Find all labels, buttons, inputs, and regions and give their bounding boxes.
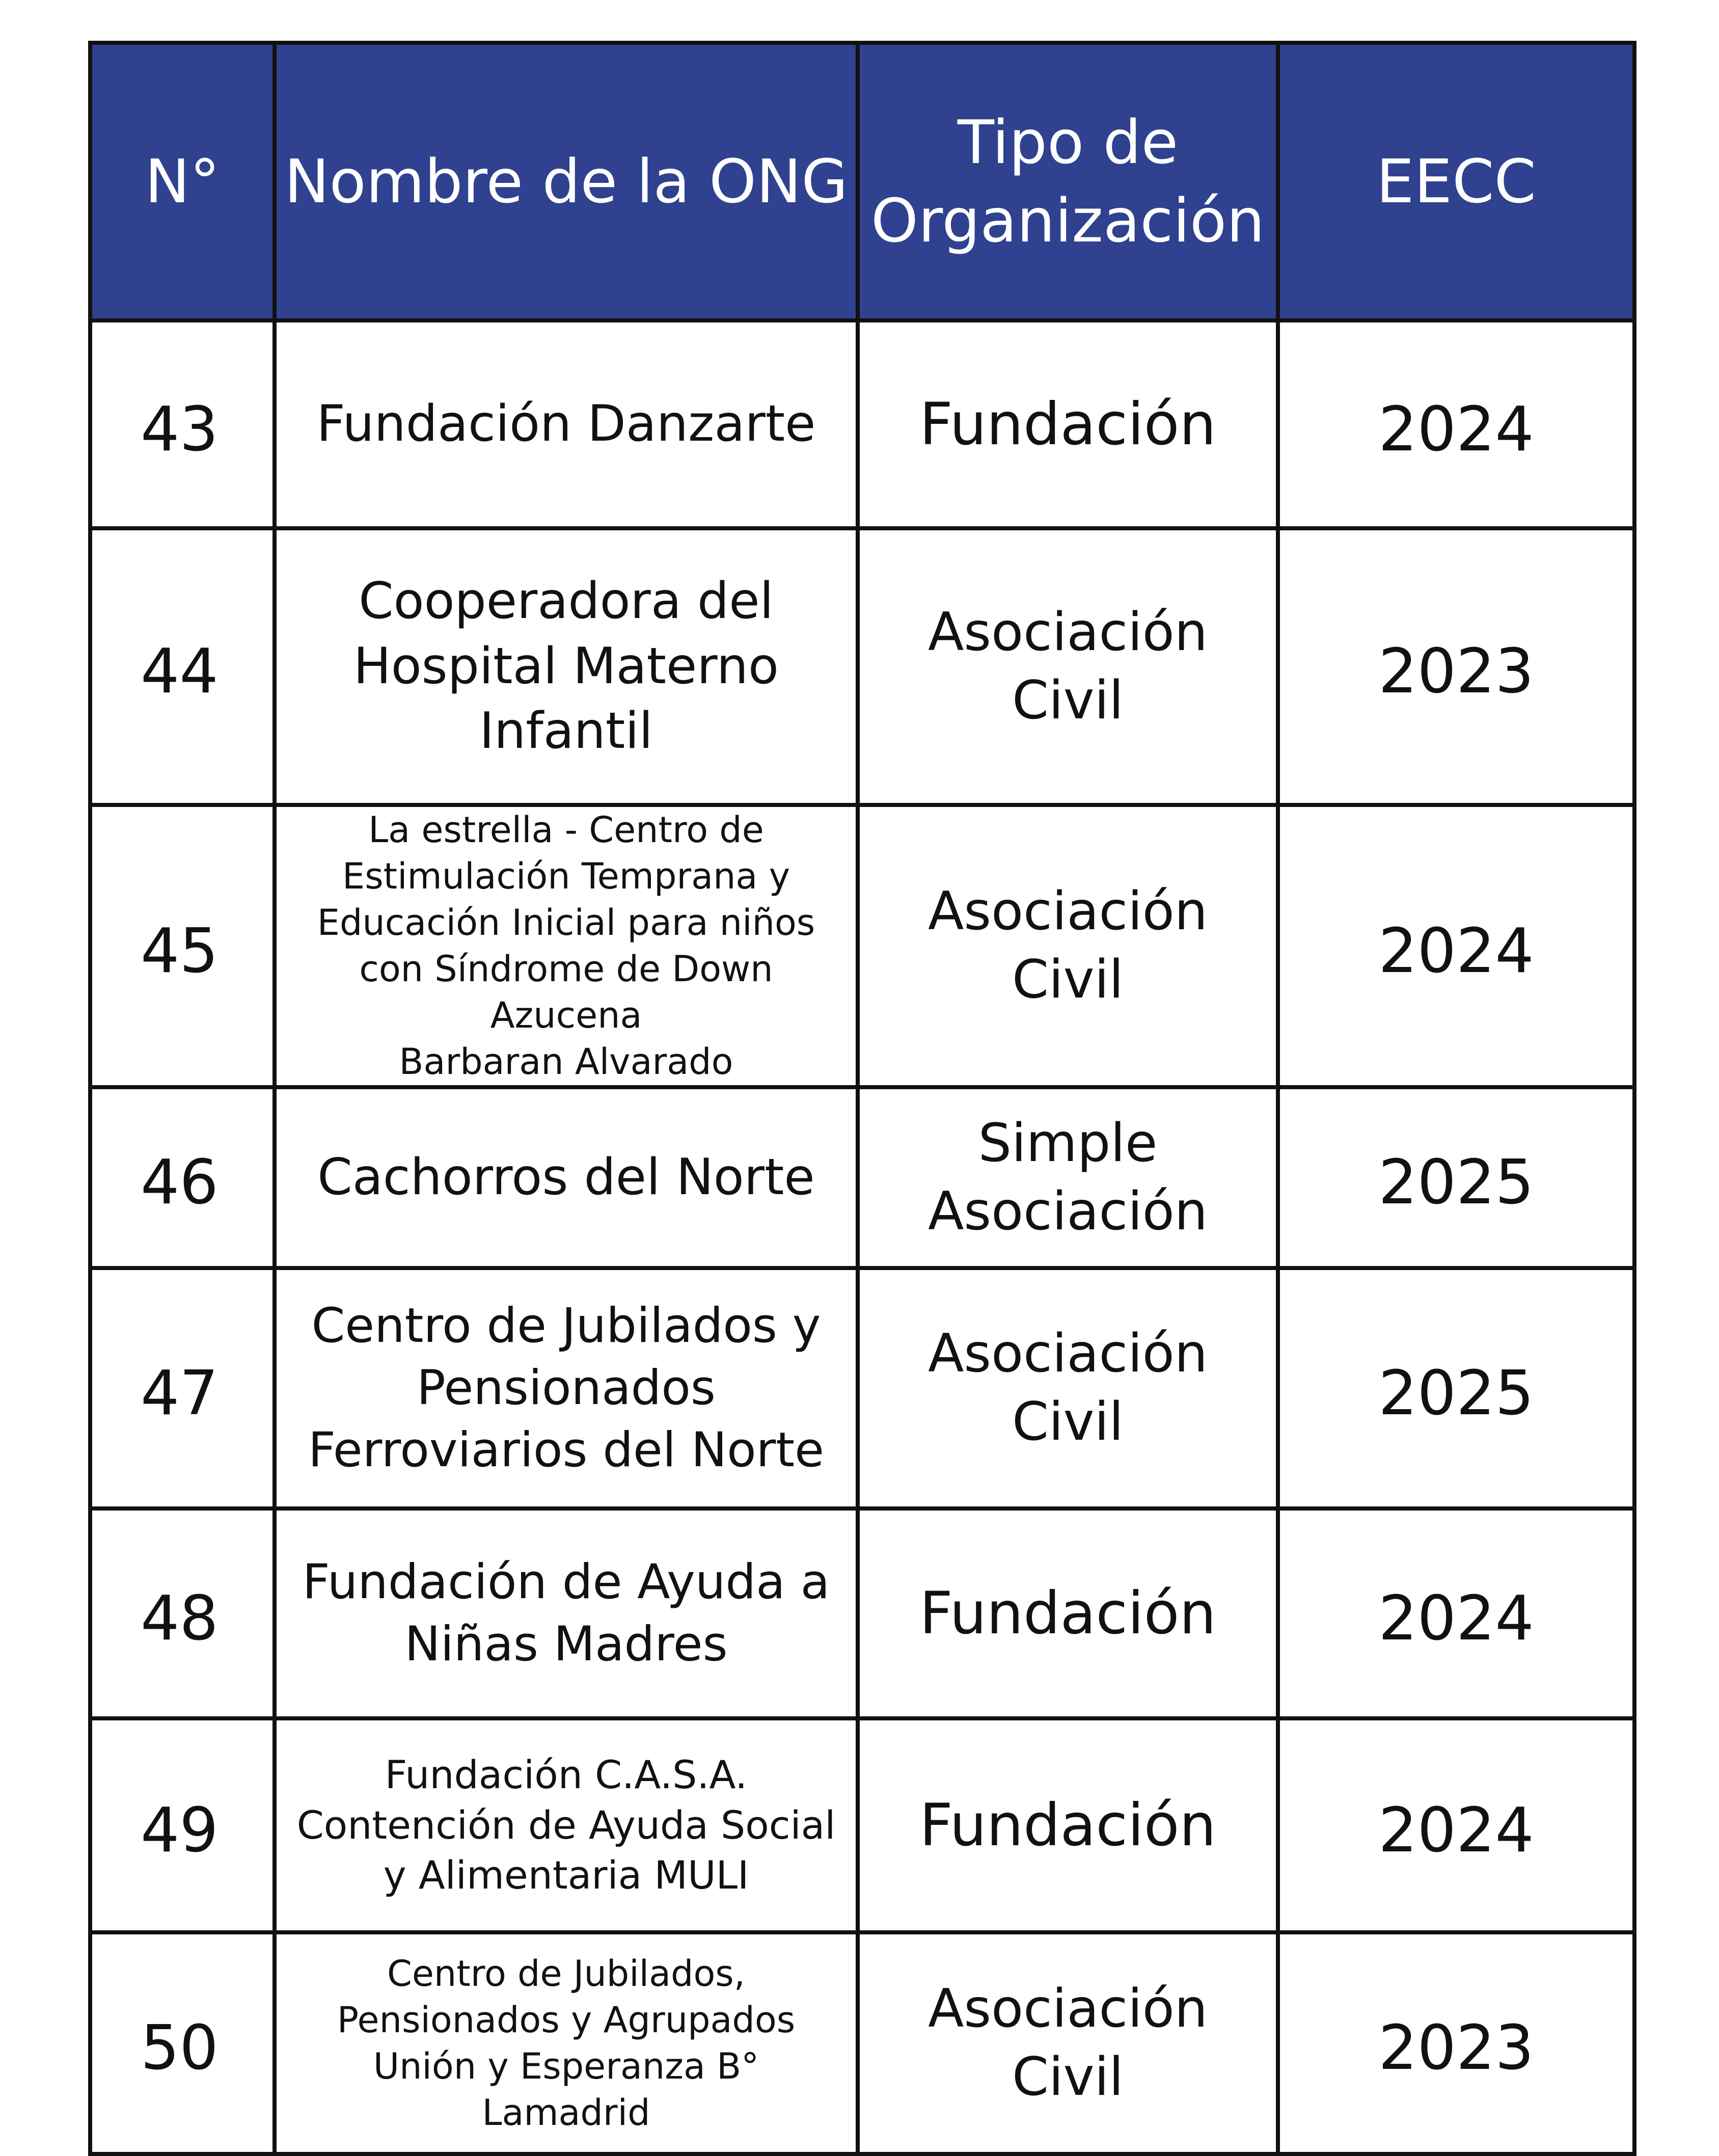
organization-type: Simple Asociación bbox=[858, 1087, 1278, 1268]
row-number: 45 bbox=[90, 805, 275, 1087]
table-row bbox=[90, 1718, 1634, 1932]
eecc-year: 2024 bbox=[1278, 1508, 1634, 1718]
ong-name: Cachorros del Norte bbox=[275, 1087, 858, 1268]
table-row bbox=[90, 805, 1634, 1087]
eecc-year: 2024 bbox=[1278, 320, 1634, 528]
row-number: 50 bbox=[90, 1932, 275, 2154]
eecc-year: 2023 bbox=[1278, 1932, 1634, 2154]
row-number: 43 bbox=[90, 320, 275, 528]
table-row bbox=[90, 1087, 1634, 1268]
header-number: N° bbox=[90, 43, 275, 320]
row-number: 46 bbox=[90, 1087, 275, 1268]
header-ong-name: Nombre de la ONG bbox=[275, 43, 858, 320]
ong-name: Fundación C.A.S.A. Contención de Ayuda Social y Alimentaria MULI bbox=[275, 1718, 858, 1932]
eecc-year: 2023 bbox=[1278, 528, 1634, 805]
organization-type: Fundación bbox=[858, 1508, 1278, 1718]
ong-name: La estrella - Centro de Estimulación Temprana y Educación Inicial para niños con Síndrome de Down Azucena Barbaran Alvarado bbox=[275, 805, 858, 1087]
row-number: 49 bbox=[90, 1718, 275, 1932]
eecc-year: 2025 bbox=[1278, 1268, 1634, 1508]
header-organization-type: Tipo de Organización bbox=[858, 43, 1278, 320]
row-number: 44 bbox=[90, 528, 275, 805]
table-row bbox=[90, 1932, 1634, 2154]
organization-type: Asociación Civil bbox=[858, 805, 1278, 1087]
ong-table bbox=[88, 41, 1636, 2156]
row-number: 47 bbox=[90, 1268, 275, 1508]
ong-name: Fundación Danzarte bbox=[275, 320, 858, 528]
table-row bbox=[90, 528, 1634, 805]
ong-name: Centro de Jubilados y Pensionados Ferroviarios del Norte bbox=[275, 1268, 858, 1508]
ong-name: Fundación de Ayuda a Niñas Madres bbox=[275, 1508, 858, 1718]
ong-name: Centro de Jubilados, Pensionados y Agrupados Unión y Esperanza B° Lamadrid bbox=[275, 1932, 858, 2154]
organization-type: Fundación bbox=[858, 1718, 1278, 1932]
eecc-year: 2024 bbox=[1278, 805, 1634, 1087]
table-row bbox=[90, 1508, 1634, 1718]
organization-type: Asociación Civil bbox=[858, 528, 1278, 805]
organization-type: Asociación Civil bbox=[858, 1932, 1278, 2154]
eecc-year: 2024 bbox=[1278, 1718, 1634, 1932]
row-number: 48 bbox=[90, 1508, 275, 1718]
organization-type: Fundación bbox=[858, 320, 1278, 528]
table-row bbox=[90, 1268, 1634, 1508]
table-header-row bbox=[90, 43, 1634, 320]
organization-type: Asociación Civil bbox=[858, 1268, 1278, 1508]
eecc-year: 2025 bbox=[1278, 1087, 1634, 1268]
ong-name: Cooperadora del Hospital Materno Infantil bbox=[275, 528, 858, 805]
header-eecc: EECC bbox=[1278, 43, 1634, 320]
table-row bbox=[90, 320, 1634, 528]
